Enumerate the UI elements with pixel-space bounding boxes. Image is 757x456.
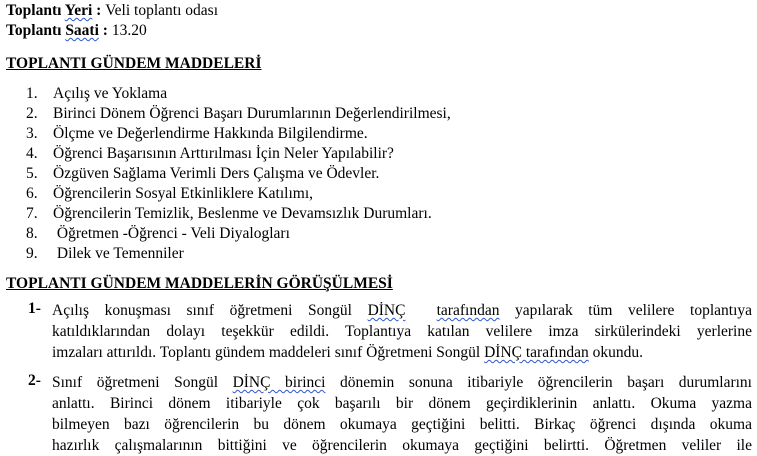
meeting-place-sep: : [92, 2, 106, 19]
meeting-place-value: Veli toplantı odası [105, 2, 218, 19]
agenda-item: 9. Dilek ve Temenniler [26, 245, 184, 262]
discussion-item-body [52, 372, 752, 456]
meeting-time-line [6, 22, 147, 40]
discussion-item-number: 1- [28, 300, 41, 317]
paragraph-line: anlattı. Birinci dönem itibariyle çok başarılı bir dönem geçirdiklerinin anlattı. Okuma yazma [52, 395, 752, 412]
paragraph-line: bilmeyen bazı öğrencilerin bu dönem okumaya geçtiğini belitti. Birkaç öğrenci dışında okuma [52, 416, 752, 433]
meeting-time-label: Toplantı [6, 22, 66, 39]
meeting-place-line [6, 2, 218, 20]
paragraph-line: katıldıklarından dolayı teşekkür edildi. Toplantıya katılan velilere imza sirkülerindeki yerlerine [52, 323, 752, 340]
agenda-item: 8. Öğretmen -Öğrenci - Veli Diyalogları [26, 225, 290, 242]
meeting-place-label: Toplantı [6, 2, 65, 19]
agenda-item: 2. Birinci Dönem Öğrenci Başarı Durumlarının Değerlendirilmesi, [26, 105, 451, 122]
meeting-time-value: 13.20 [111, 22, 147, 39]
paragraph-line: Sınıf öğretmeni Songül DİNÇ birinci dönemin sonuna itibariyle öğrencilerin başarı durumlarını [52, 374, 752, 391]
discussion-item-2 [28, 372, 752, 456]
agenda-item: 1. Açılış ve Yoklama [26, 85, 168, 102]
agenda-heading: TOPLANTI GÜNDEM MADDELERİ [6, 55, 262, 72]
paragraph-line: hazırlık çalışmalarının bittiğini ve öğrencilerin okumaya geçtiğini belirtti. Öğretmen veliler ile [52, 437, 752, 454]
discussion-item-1 [28, 300, 752, 363]
agenda-item: 7. Öğrencilerin Temizlik, Beslenme ve Devamsızlık Durumları. [26, 205, 432, 222]
discussion-item-body [52, 300, 752, 363]
agenda-item: 6. Öğrencilerin Sosyal Etkinliklere Katılımı, [26, 185, 313, 202]
agenda-item: 4. Öğrenci Başarısının Arttırılması İçin Neler Yapılabilir? [26, 145, 394, 162]
paragraph-line: imzaları attırıldı. Toplantı gündem maddeleri sınıf Öğretmeni Songül DİNÇ tarafından okundu. [52, 344, 643, 361]
agenda-item: 5. Özgüven Sağlama Verimli Ders Çalışma ve Ödevler. [26, 165, 380, 182]
paragraph-line: Açılış konuşması sınıf öğretmeni Songül DİNÇ tarafından yapılarak tüm velilere toplantıya [52, 302, 753, 319]
agenda-item: 3. Ölçme ve Değerlendirme Hakkında Bilgilendirme. [26, 125, 368, 142]
agenda-list [26, 84, 451, 264]
meeting-time-label-word: Saati [65, 22, 99, 39]
meeting-place-label-word: Yeri [64, 2, 93, 19]
discussion-heading: TOPLANTI GÜNDEM MADDELERİN GÖRÜŞÜLMESİ [6, 275, 393, 292]
meeting-time-sep: : [98, 22, 112, 39]
discussion-item-number: 2- [28, 372, 41, 389]
